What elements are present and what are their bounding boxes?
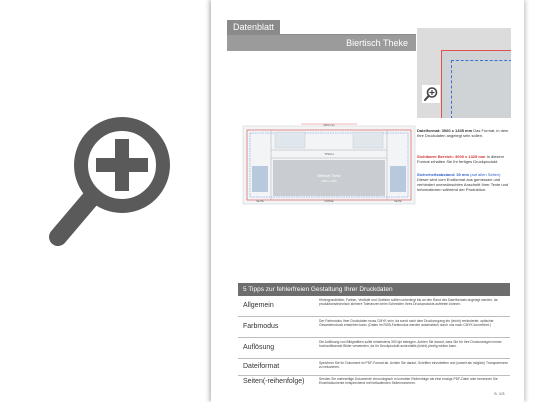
datasheet-page	[211, 0, 524, 402]
tip-label: Seiten(-reihenfolge)	[243, 378, 305, 385]
tip-label: Allgemein	[243, 302, 274, 309]
zoom-in-icon[interactable]	[44, 113, 174, 263]
tip-row	[238, 317, 510, 338]
tip-text: Die Auflösung von Bildgrafiken sollte mindestens 300 dpi betragen. Achten Sie darauf, dass Sie für Ihre Druckvorlagen immer hochauflösende Bilder verwenden, da Ihr Druckprodukt andernfalls (leicht) pixelig wirken kann.	[319, 340, 502, 349]
center-title: Biertisch Theke	[317, 174, 341, 178]
safety-margin-line	[451, 60, 511, 118]
page-number: S. 1/3	[494, 391, 505, 396]
label-side-right: SEITE	[394, 200, 402, 203]
center-size: 3000 x 1325	[321, 179, 337, 183]
note-safety-margin: Sicherheitsabstand: 30 mm (auf allen Seiten) Dieser wird vom Endformat aus gemessen und verhindert unerwünschten Anschnitt Ihrer Texte und Informationen während der Produktion.	[417, 172, 509, 192]
section-label: Datenblatt	[227, 20, 280, 34]
label-side-left: SEITE	[256, 200, 264, 203]
note-file-format: Dateiformat: 3060 x 1335 mm Das Format, in dem Ihre Druckdaten angelegt sein sollen.	[417, 128, 509, 138]
tip-text: Hintergrundbilder, Farben, Verläufe und Grafiken sollten unbedingt bis an den Rand des Dateiformats angelegt werden, da produktionstechnisch kleinere Toleranzen beim Schneiden Ihres Druckprodukts auftreten können.	[319, 298, 498, 307]
tip-text: Senden Sie mehrseitige Dokumente chronologisch in korrekter Reihenfolge als eine einzige PDF-Datei oder benennen Sie Einzeldokumente entsprechend mit fortlaufenden Seitennummern.	[319, 377, 498, 386]
tip-row	[238, 296, 510, 317]
tip-label: Auflösung	[243, 344, 275, 351]
page-title: Biertisch Theke	[227, 35, 416, 51]
detail-zoom-button[interactable]	[422, 85, 440, 103]
label-front: VORNE	[324, 200, 334, 203]
tip-label: Dateiformat	[243, 363, 280, 370]
zoom-in-icon	[422, 85, 440, 103]
tip-text: Speichern Sie Ihr Dokument im PDF-Format ab. Achten Sie darauf, Schriften einzubetten und (soweit als möglich) Transparenzen zu reduzieren.	[319, 361, 509, 370]
bleed-detail-image	[417, 28, 511, 118]
tip-text: Der Farbmodus Ihrer Druckdaten muss CMYK sein, da sonst nach dem Druckvorgang ein (leicht) veränderter, optischer Gesamteindruck entstehen kann. (Daten im RGB-Farbmodus werden automatisch durch uns nach CMYK konvertiert.)	[319, 319, 494, 328]
label-tisch: TISCH	[324, 152, 334, 156]
tip-row	[238, 376, 510, 390]
tip-row	[238, 359, 510, 376]
tip-label: Farbmodus	[243, 323, 279, 330]
tips-heading: 5 Tipps zur fehlerfreien Gestaltung Ihrer Druckdaten	[238, 283, 510, 296]
tip-row	[238, 338, 510, 359]
note-visible-area: Sichtbarer Bereich: 3000 x 1325 mm In diesem Format erhalten Sie Ihr fertiges Druckprodukt.	[417, 154, 504, 164]
table-print-template-drawing	[241, 122, 417, 207]
dim-top: 3060 mm	[323, 123, 335, 127]
